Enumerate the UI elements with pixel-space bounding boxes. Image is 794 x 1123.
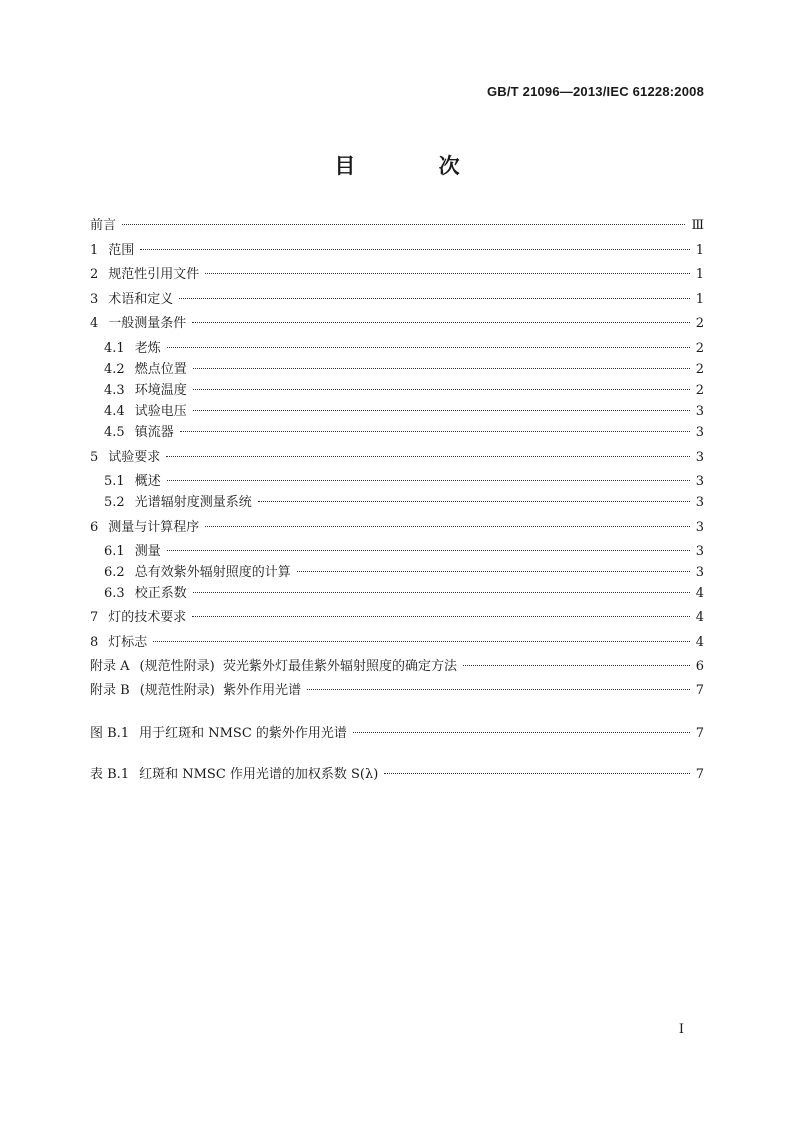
toc-entry-label: 试验电压 [134,404,187,419]
toc-entry-page: 1 [695,292,704,307]
standard-number: GB/T 21096—2013/IEC 61228:2008 [486,84,704,99]
toc-entry-number: 4.3 [104,383,125,398]
toc-entry-number: 3 [90,292,99,307]
leader-dots [140,249,689,250]
toc-entry-page: 3 [695,450,704,465]
toc-entry-number: 1 [90,243,99,258]
toc-entry[interactable] [104,361,704,379]
toc-entry[interactable] [90,634,704,652]
toc-entry-page: 6 [695,659,704,674]
toc-entry-page: 7 [695,683,704,698]
toc-entry-label: 灯标志 [108,635,148,650]
page-title: 目 次 [334,153,498,178]
toc-entry-number: 6.2 [104,565,125,580]
toc-entry-page: 3 [695,495,704,510]
toc-entry-page: 2 [695,383,704,398]
leader-dots [179,298,689,299]
toc-entry-label: 规范性引用文件 [108,267,200,282]
leader-dots [122,224,685,225]
toc-entry-number: 8 [90,635,99,650]
toc-entry[interactable] [90,519,704,537]
leader-dots [258,501,690,502]
toc-entry-number: 4 [90,316,99,331]
toc-entry[interactable] [90,291,704,309]
toc-entry-label: 灯的技术要求 [108,610,187,625]
toc-entry[interactable] [104,543,704,561]
toc-entry-page: 1 [695,243,704,258]
toc-entry-number: 4.1 [104,341,125,356]
toc-entry-label: (规范性附录) 荧光紫外灯最佳紫外辐射照度的确定方法 [139,659,457,674]
leader-dots [192,322,689,323]
toc-entry-number: 附录 B [90,683,130,698]
toc-entry-number: 2 [90,267,99,282]
leader-dots [192,616,689,617]
toc-entry-number: 6 [90,520,99,535]
toc-entry[interactable] [104,494,704,512]
toc-entry-label: 概述 [134,474,161,489]
toc-entry-label: 试验要求 [108,450,161,465]
leader-dots [167,347,690,348]
toc-entry-label: 术语和定义 [108,292,174,307]
leader-dots [307,689,690,690]
toc-entry-label: 用于红斑和 NMSC 的紫外作用光谱 [139,726,347,741]
toc-entry-label: 总有效紫外辐射照度的计算 [134,565,291,580]
leader-dots [180,431,690,432]
toc-entry[interactable] [104,585,704,603]
toc-entry[interactable] [90,242,704,260]
toc-entry-number: 4.5 [104,425,125,440]
leader-dots [297,571,690,572]
toc-entry-page: 3 [695,404,704,419]
toc-entry[interactable] [90,682,704,700]
toc-entry-page: 2 [695,362,704,377]
toc-entry-number: 4.4 [104,404,125,419]
toc-entry-number: 6.3 [104,586,125,601]
toc-entry[interactable] [104,564,704,582]
toc-entry[interactable] [90,766,704,784]
toc-entry-page: 7 [695,767,704,782]
leader-dots [193,410,690,411]
toc-entry-number: 6.1 [104,544,125,559]
toc-entry-label: (规范性附录) 紫外作用光谱 [139,683,302,698]
toc-entry-page: 3 [695,520,704,535]
toc-entry-label: 光谱辐射度测量系统 [134,495,252,510]
toc-entry[interactable] [90,315,704,333]
toc-entry-number: 5.2 [104,495,125,510]
toc-entry-page: 1 [695,267,704,282]
toc-entry-number: 7 [90,610,99,625]
toc-entry-label: 前言 [90,218,117,233]
toc-entry-number: 附录 A [90,659,130,674]
leader-dots [384,773,689,774]
toc-entry-page: 4 [695,610,704,625]
toc-entry[interactable] [104,340,704,358]
toc-entry-label: 范围 [108,243,135,258]
toc-entry-label: 测量 [134,544,161,559]
toc-entry[interactable] [104,403,704,421]
leader-dots [167,550,690,551]
leader-dots [353,732,690,733]
toc-entry-page: 4 [695,635,704,650]
toc-entry-page: 7 [695,726,704,741]
toc-entry-label: 测量与计算程序 [108,520,200,535]
toc-entry-number: 4.2 [104,362,125,377]
toc-entry-page: 2 [695,341,704,356]
toc-entry-page: 2 [695,316,704,331]
toc-entry[interactable] [90,658,704,676]
leader-dots [167,480,690,481]
toc-entry-label: 镇流器 [134,425,174,440]
toc-entry-page: Ⅲ [691,218,704,233]
toc-entry[interactable] [90,449,704,467]
toc-entry-label: 环境温度 [134,383,187,398]
toc-entry-number: 表 B.1 [90,767,130,782]
toc-entry[interactable] [90,217,704,235]
leader-dots [193,368,690,369]
leader-dots [153,641,689,642]
leader-dots [166,456,689,457]
toc-entry-number: 5 [90,450,99,465]
toc-entry-label: 老炼 [134,341,161,356]
toc-entry[interactable] [90,609,704,627]
toc-entry-label: 燃点位置 [134,362,187,377]
toc-entry-page: 4 [695,586,704,601]
leader-dots [205,526,689,527]
leader-dots [193,592,690,593]
toc-entry-label: 红斑和 NMSC 作用光谱的加权系数 S(λ) [139,767,379,782]
toc-entry[interactable] [90,266,704,284]
toc-entry-label: 一般测量条件 [108,316,187,331]
leader-dots [193,389,690,390]
toc-entry-page: 3 [695,544,704,559]
page-folio: I [678,1022,684,1037]
toc-entry-page: 3 [695,425,704,440]
toc-entry[interactable] [104,424,704,442]
toc-entry-label: 校正系数 [134,586,187,601]
leader-dots [463,665,690,666]
toc-entry-page: 3 [695,565,704,580]
toc-entry-number: 5.1 [104,474,125,489]
toc-entry-page: 3 [695,474,704,489]
toc-entry[interactable] [104,473,704,491]
leader-dots [205,273,689,274]
toc-entry[interactable] [104,382,704,400]
toc-entry-number: 图 B.1 [90,726,130,741]
toc-entry[interactable] [90,725,704,743]
